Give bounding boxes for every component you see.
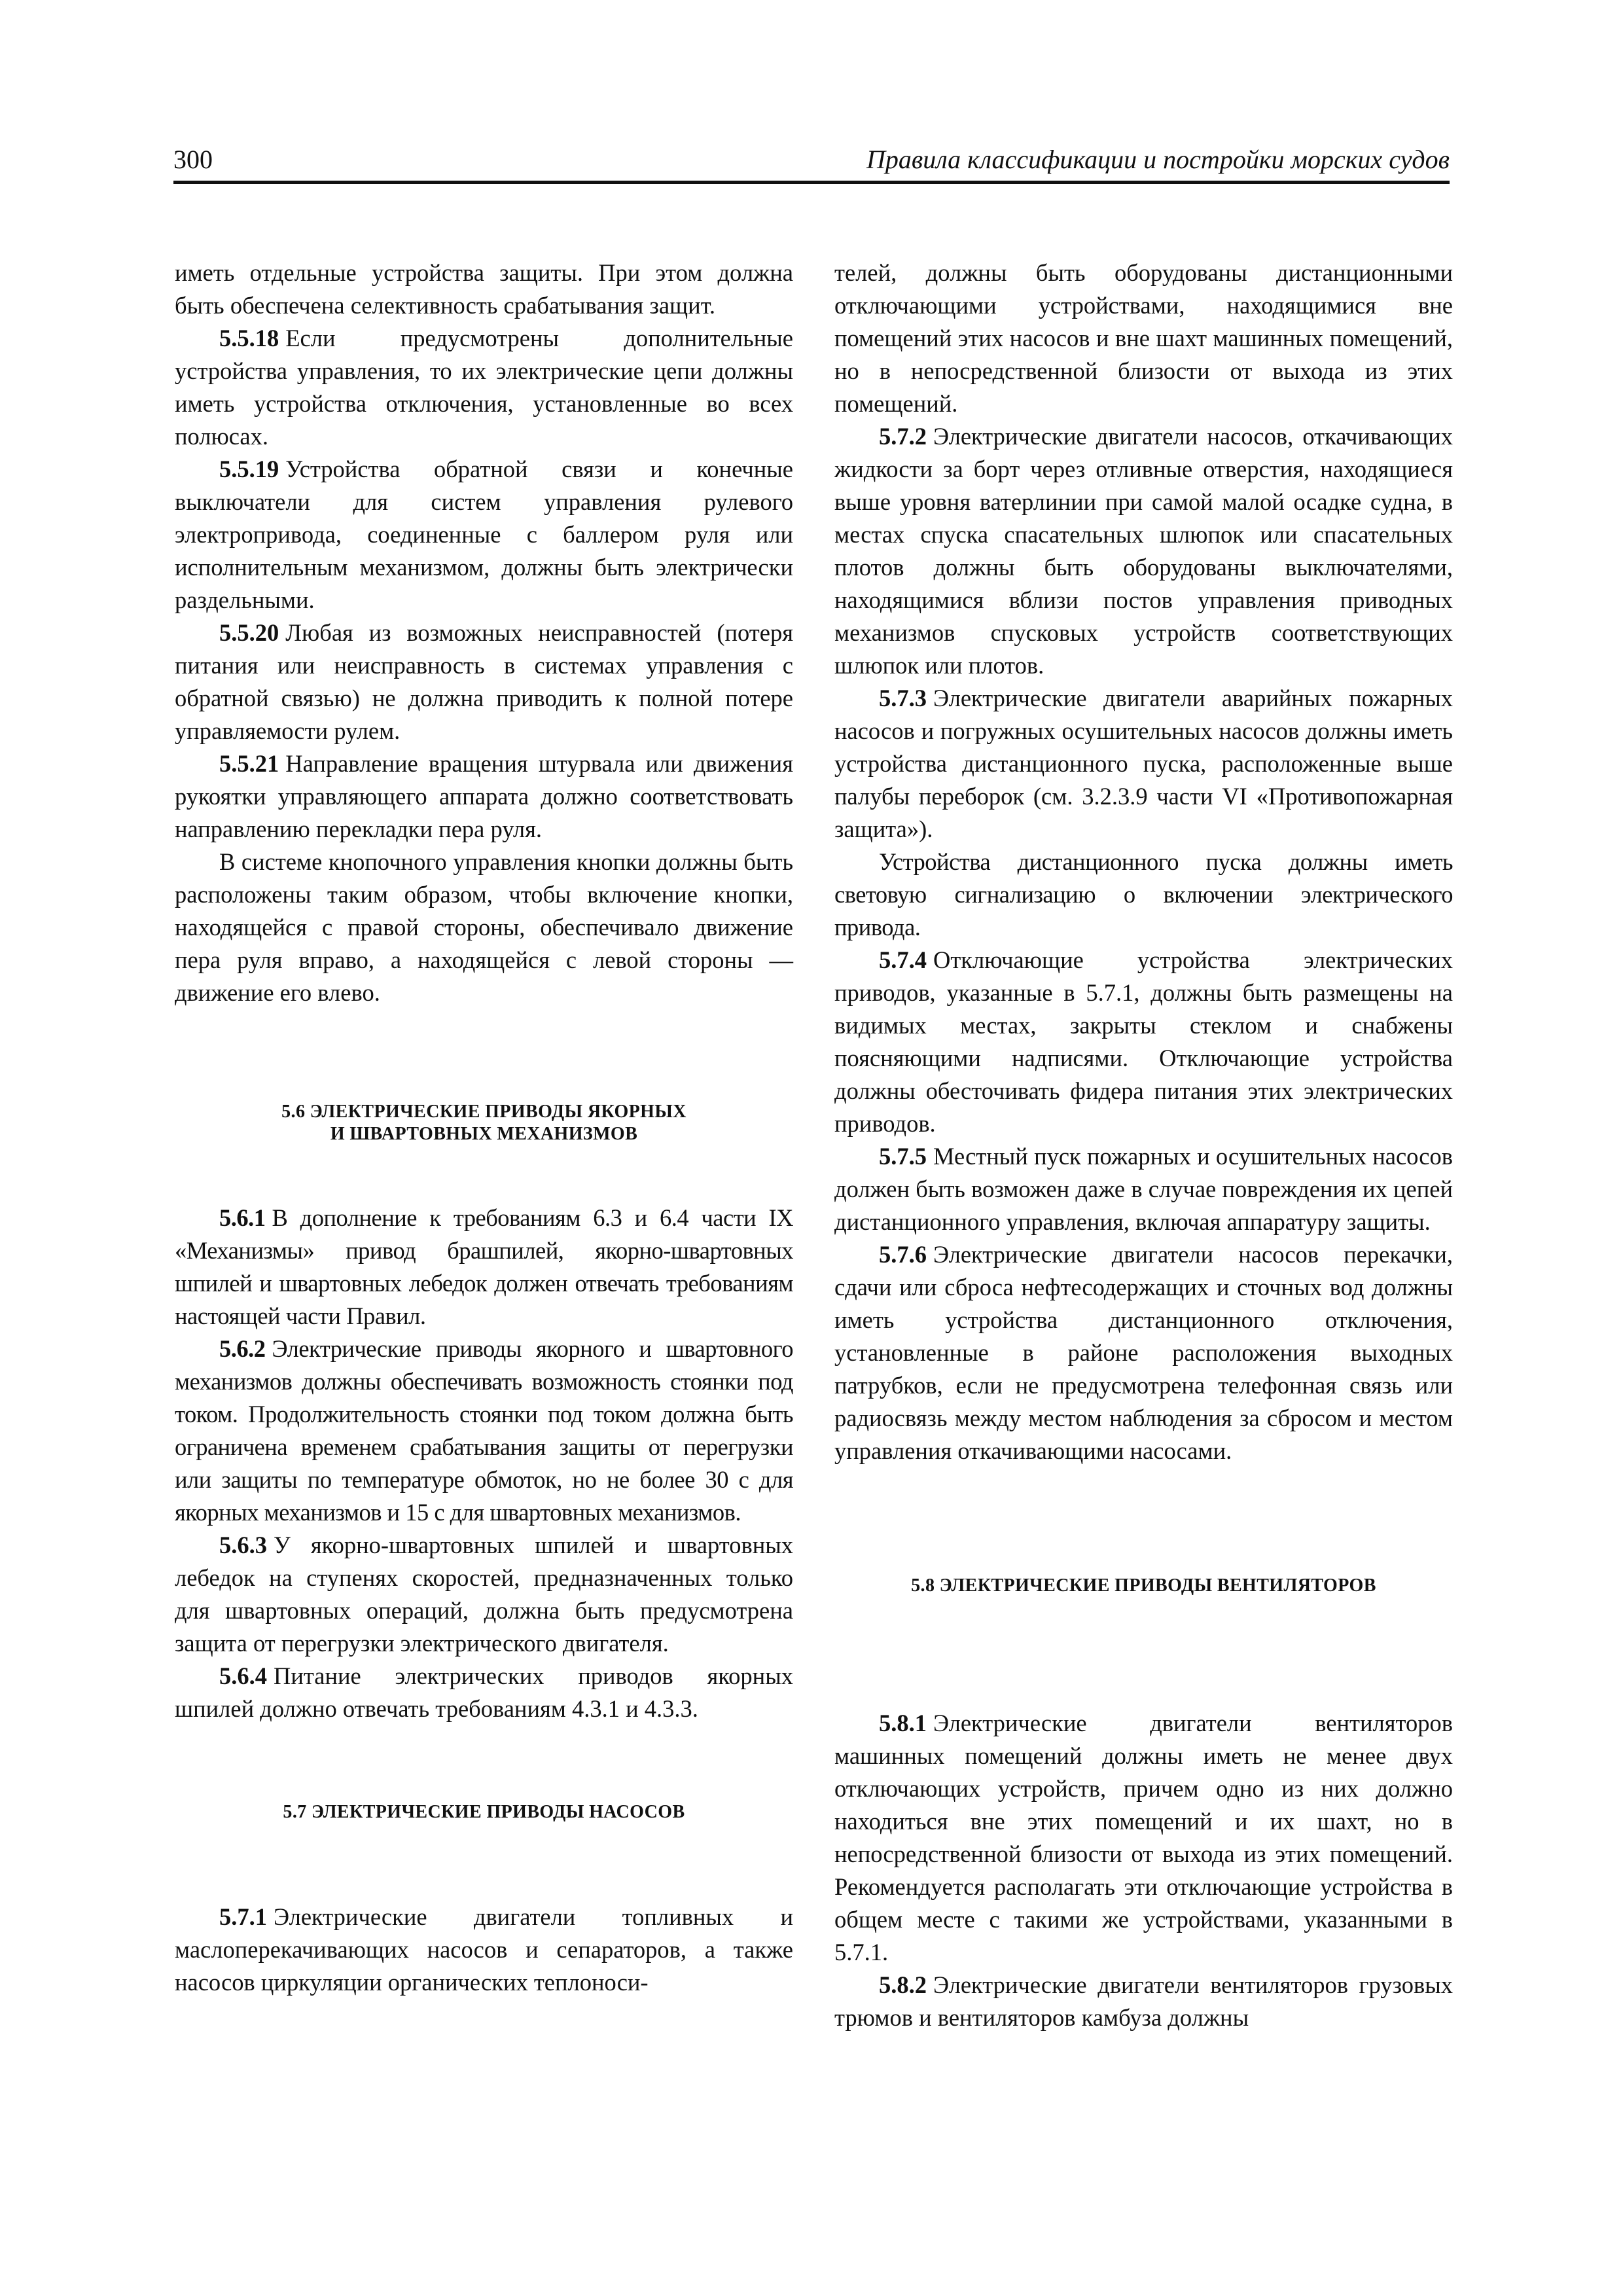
- paragraph-5-6-3: [175, 1529, 793, 1660]
- paragraph-text: Питание электрических приводов якорных шпилей должно отвечать требованиям 4.3.1 и 4.3.3.: [175, 1662, 793, 1722]
- left-column: [175, 257, 793, 1999]
- paragraph-light-signal: Устройства дистанционного пуска должны иметь световую сигнализацию о включении электрического привода.: [834, 848, 1453, 941]
- paragraph-5-5-20: [175, 617, 793, 747]
- paragraph-buttons: В системе кнопочного управления кнопки должны быть расположены таким образом, чтобы включение кнопки, находящейся с правой стороны, обеспечивало движение пера руля вправо, а находящейся с левой стороны — движение его влево.: [175, 848, 793, 1006]
- paragraph-number: 5.5.21: [219, 750, 279, 777]
- paragraph-text: Электрические двигатели вентиляторов грузовых трюмов и вентиляторов камбуза должны: [834, 1971, 1453, 2031]
- paragraph-number: 5.7.4: [879, 946, 927, 973]
- paragraph-number: 5.6.3: [219, 1532, 267, 1558]
- paragraph-number: 5.8.2: [879, 1971, 927, 1998]
- paragraph-text: Любая из возможных неисправностей (потеря питания или неисправность в системах управления с обратной связью) не должна приводить к полной потере управляемости рулем.: [175, 619, 793, 744]
- paragraph-text: Электрические двигатели насосов перекачки, сдачи или сброса нефтесодержащих и сточных вод должны иметь устройства дистанционного отключения, установленные в районе расположения выходных патрубков, если не предусмотрена телефонная связь или радиосвязь между местом наблюдения за сбросом и местом управления откачивающими насосами.: [834, 1241, 1453, 1464]
- paragraph-5-6-2: [175, 1333, 793, 1529]
- paragraph-number: 5.7.6: [879, 1241, 927, 1268]
- paragraph-number: 5.7.5: [879, 1143, 927, 1170]
- paragraph-5-6-4: [175, 1660, 793, 1725]
- paragraph-5-8-2: [834, 1969, 1453, 2034]
- section-heading-line: И ШВАРТОВНЫХ МЕХАНИЗМОВ: [330, 1124, 638, 1144]
- paragraph-number: 5.7.3: [879, 685, 927, 711]
- paragraph-text: Электрические двигатели насосов, откачивающих жидкости за борт через отливные отверстия, находящиеся выше уровня ватерлинии при самой малой осадке судна, в местах спуска спасательных шлюпок или спасательных плотов должны быть оборудованы выключателями, находящимися вблизи постов управления приводных механизмов спусковых устройств соответствующих шлюпок или плотов.: [834, 423, 1453, 679]
- right-column: [834, 257, 1453, 2034]
- paragraph-number: 5.7.1: [219, 1903, 267, 1930]
- paragraph-5-7-3: [834, 682, 1453, 846]
- paragraph-5-7-1: [175, 1901, 793, 1999]
- paragraph-5-7-4: [834, 944, 1453, 1140]
- section-heading-line: 5.6 ЭЛЕКТРИЧЕСКИЕ ПРИВОДЫ ЯКОРНЫХ: [281, 1102, 687, 1122]
- paragraph-number: 5.8.1: [879, 1710, 927, 1736]
- page-number: 300: [173, 145, 213, 174]
- section-heading-5-7: 5.7 ЭЛЕКТРИЧЕСКИЕ ПРИВОДЫ НАСОСОВ: [283, 1802, 685, 1822]
- paragraph-text: Электрические приводы якорного и швартовного механизмов должны обеспечивать возможность стоянки под током. Продолжительность стоянки под током должна быть ограничена временем срабатывания защиты от перегрузки или защиты по температуре обмоток, но не более 30 с для якорных механизмов и 15 с для швартовных механизмов.: [175, 1335, 793, 1526]
- paragraph-text: Местный пуск пожарных и осушительных насосов должен быть возможен даже в случае повреждения их цепей дистанционного управления, включая аппаратуру защиты.: [834, 1143, 1453, 1235]
- paragraph-text: Устройства обратной связи и конечные выключатели для систем управления рулевого электропривода, соединенные с баллером руля или исполнительным механизмом, должны быть электрически раздельными.: [175, 456, 793, 613]
- paragraph-number: 5.7.2: [879, 423, 927, 450]
- paragraph-number: 5.5.19: [219, 456, 279, 482]
- paragraph-number: 5.5.18: [219, 325, 279, 351]
- paragraph-continuation: телей, должны быть оборудованы дистанционными отключающими устройствами, находящимися вне помещений этих насосов и вне шахт машинных помещений, но в непосредственной близости от выхода из этих помещений.: [834, 259, 1453, 417]
- paragraph-number: 5.6.1: [219, 1204, 266, 1231]
- paragraph-5-7-6: [834, 1238, 1453, 1467]
- paragraph-text: Электрические двигатели топливных и маслоперекачивающих насосов и сепараторов, а также насосов циркуляции органических теплоноси-: [175, 1903, 793, 1996]
- paragraph-continuation: иметь отдельные устройства защиты. При этом должна быть обеспечена селективность срабатывания защит.: [175, 259, 793, 319]
- paragraph-text: В дополнение к требованиям 6.3 и 6.4 части IX «Механизмы» привод брашпилей, якорно-швартовных шпилей и швартовных лебедок должен отвечать требованиям настоящей части Правил.: [175, 1204, 793, 1329]
- paragraph-text: Электрические двигатели вентиляторов машинных помещений должны иметь не менее двух отключающих устройств, причем одно из них должно находиться вне этих помещений и их шахт, но в непосредственной близости от выхода из этих помещений. Рекомендуется располагать эти отключающие устройства в общем месте с такими же устройствами, указанными в 5.7.1.: [834, 1710, 1453, 1965]
- section-heading-5-6: [175, 1101, 793, 1145]
- section-heading-5-8: 5.8 ЭЛЕКТРИЧЕСКИЕ ПРИВОДЫ ВЕНТИЛЯТОРОВ: [911, 1575, 1376, 1596]
- paragraph-number: 5.6.2: [219, 1335, 266, 1362]
- paragraph-5-7-2: [834, 420, 1453, 682]
- paragraph-text: Если предусмотрены дополнительные устройства управления, то их электрические цепи должны иметь устройства отключения, установленные во всех полюсах.: [175, 325, 793, 450]
- paragraph-5-5-18: [175, 322, 793, 453]
- paragraph-5-5-21: [175, 747, 793, 846]
- page-header: [173, 144, 1450, 184]
- paragraph-number: 5.6.4: [219, 1662, 267, 1689]
- paragraph-text: Направление вращения штурвала или движения рукоятки управляющего аппарата должно соответствовать направлению перекладки пера руля.: [175, 750, 793, 842]
- paragraph-text: У якорно-швартовных шпилей и швартовных лебедок на ступенях скоростей, предназначенных только для швартовных операций, должна быть предусмотрена защита от перегрузки электрического двигателя.: [175, 1532, 793, 1657]
- running-title: Правила классификации и постройки морских судов: [866, 145, 1450, 174]
- paragraph-5-6-1: [175, 1202, 793, 1333]
- paragraph-5-8-1: [834, 1707, 1453, 1969]
- paragraph-text: Электрические двигатели аварийных пожарных насосов и погружных осушительных насосов должны иметь устройства дистанционного пуска, расположенные выше палубы переборок (см. 3.2.3.9 части VI «Противопожарная защита»).: [834, 685, 1453, 842]
- paragraph-text: Отключающие устройства электрических приводов, указанные в 5.7.1, должны быть размещены на видимых местах, закрыты стеклом и снабжены поясняющими надписями. Отключающие устройства должны обесточивать фидера питания этих электрических приводов.: [834, 946, 1453, 1137]
- paragraph-5-7-5: [834, 1140, 1453, 1238]
- paragraph-5-5-19: [175, 453, 793, 617]
- paragraph-number: 5.5.20: [219, 619, 279, 646]
